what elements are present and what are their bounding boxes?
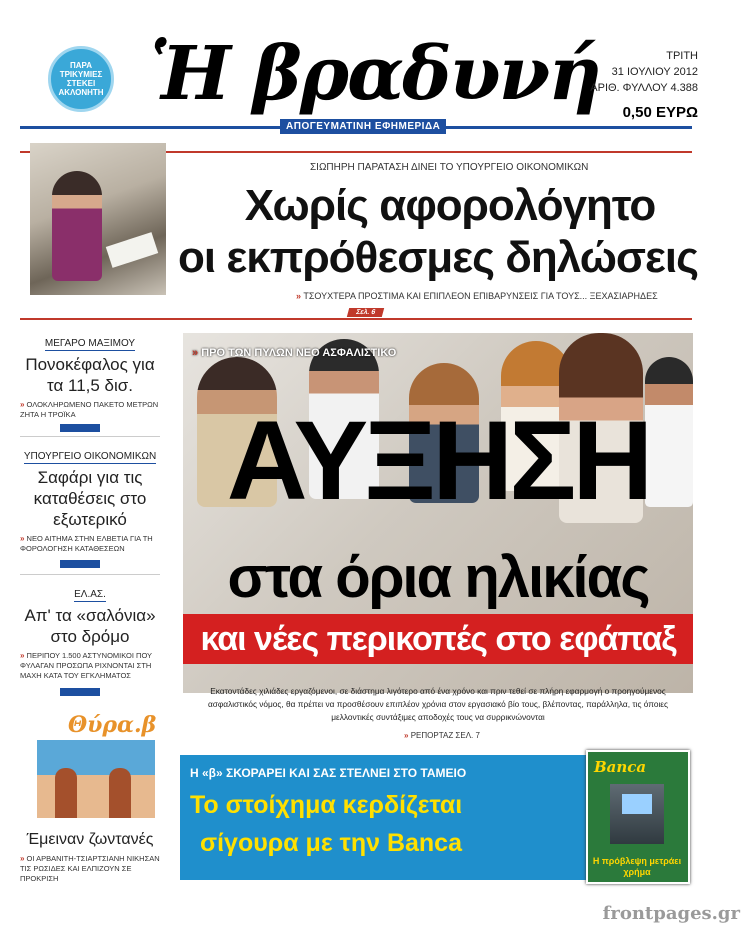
divider [20, 436, 160, 437]
divider [20, 574, 160, 575]
chevron-icon: » [404, 731, 409, 740]
banca-card-footer: Η πρόβλεψη μετράει χρήμα [592, 856, 682, 877]
thyra-photo[interactable] [37, 740, 155, 818]
main-story-red-bar[interactable]: και νέες περικοπές στο εφάπαξ [183, 614, 693, 664]
page-ref-tag [60, 688, 100, 696]
thyra-summary-text: ΟΙ ΑΡΒΑΝΙΤΗ-ΤΣΙΑΡΤΣΙΑΝΗ ΝΙΚΗΣΑΝ ΤΙΣ ΡΩΣΙΔΕΣ ΚΑΙ ΕΛΠΙΖΟΥΝ ΣΕ ΠΡΟΚΡΙΣΗ [20, 854, 160, 883]
left-story-headline[interactable]: Σαφάρι για τις καταθέσεις στο εξωτερικό [33, 468, 147, 529]
athlete-figure [109, 768, 131, 818]
banner-kicker: Η «β» ΣΚΟΡΑΡΕΙ ΚΑΙ ΣΑΣ ΣΤΕΛΝΕΙ ΣΤΟ ΤΑΜΕΙΟ [190, 766, 467, 780]
top-story-headline-1[interactable]: Χωρίς αφορολόγητο [244, 181, 656, 230]
main-story-kicker-text: ΠΡΟ ΤΩΝ ΠΥΛΩΝ ΝΕΟ ΑΣΦΑΛΙΣΤΙΚΟ [201, 347, 397, 359]
seal-text: ΠΑΡΑ ΤΡΙΚΥΜΙΕΣ ΣΤΕΚΕΙ ΑΚΛΟΝΗΤΗ [58, 61, 104, 97]
left-story-summary-text: ΟΛΟΚΛΗΡΩΜΕΝΟ ΠΑΚΕΤΟ ΜΕΤΡΩΝ ΖΗΤΑ Η ΤΡΟΪΚΑ [20, 400, 159, 419]
main-story-body: Εκατοντάδες χιλιάδες εργαζόμενοι, σε διάστημα λιγότερο από ένα χρόνο και πριν τεθεί σε πλήρη εφαρμογή ο προηγούμενος ασφαλιστικός νόμος, θα πρέπει να προσθέσουν επιπλέον χρόνια στον εργασιακό βίο τους, βλέποντας, παράλληλα, τις όποιες μελλοντικές συντάξιμες αποδοχές τους να συρρικνώνονται [207, 686, 669, 722]
left-story-summary [20, 651, 160, 681]
left-story-summary [20, 534, 160, 554]
chevron-icon: » [20, 854, 25, 863]
banca-card[interactable] [586, 750, 690, 884]
top-story-page-ref: Σελ. 6 [347, 308, 385, 317]
banca-card-title: Banca [594, 758, 647, 776]
newspaper-logo[interactable]: Ἡ βραδυνή [150, 31, 600, 117]
chevron-icon: » [20, 534, 25, 543]
main-story-headline-2[interactable]: στα όρια ηλικίας [227, 545, 649, 610]
top-story-subline [296, 291, 658, 301]
left-story-summary [20, 400, 160, 420]
top-story-headline-2[interactable]: οι εκπρόθεσμες δηλώσεις [178, 233, 698, 282]
thyra-headline[interactable]: Έμειναν ζωντανές [26, 831, 154, 848]
left-story-headline[interactable]: Πονοκέφαλος για τα 11,5 δισ. [25, 355, 155, 395]
left-story-kicker: ΜΕΓΑΡΟ ΜΑΞΙΜΟΥ [44, 338, 136, 349]
main-story-kicker [192, 347, 396, 359]
issue-number: ΑΡΙΘ. ΦΥΛΛΟΥ 4.388 [590, 82, 698, 94]
newspaper-subtitle: ΑΠΟΓΕΥΜΑΤΙΝΗ ΕΦΗΜΕΡΙΔΑ [280, 119, 446, 134]
main-story-headline[interactable]: ΑΥΞΗΣΗ [226, 398, 650, 523]
page-ref-tag [60, 560, 100, 568]
top-story-kicker: ΣΙΩΠΗΡΗ ΠΑΡΑΤΑΣΗ ΔΙΝΕΙ ΤΟ ΥΠΟΥΡΓΕΙΟ ΟΙΚΟΝΟΜΙΚΩΝ [310, 162, 589, 173]
left-story-2[interactable] [20, 446, 160, 554]
page-ref-tag [60, 424, 100, 432]
chevron-icon: » [20, 400, 25, 409]
chevron-icon: » [296, 291, 302, 301]
chevron-icon: » [192, 347, 199, 359]
main-story-report [404, 731, 480, 740]
thyra-logo[interactable]: Θύρα.β [68, 712, 157, 738]
athlete-figure [55, 768, 77, 818]
banner-line-2[interactable]: σίγουρα με την Banca [200, 829, 462, 857]
watermark: frontpages.gr [602, 903, 740, 924]
left-story-1[interactable] [20, 333, 160, 420]
chevron-icon: » [20, 651, 25, 660]
left-story-summary-text: ΠΕΡΙΠΟΥ 1.500 ΑΣΤΥΝΟΜΙΚΟΙ ΠΟΥ ΦΥΛΑΓΑΝ ΠΡΟΣΩΠΑ ΡΙΧΝΟΝΤΑΙ ΣΤΗ ΜΑΧΗ ΚΑΤΑ ΤΟΥ ΕΓΚΛΗΜΑΤΟΣ [20, 651, 152, 680]
left-story-summary-text: ΝΕΟ ΑΙΤΗΜΑ ΣΤΗΝ ΕΛΒΕΤΙΑ ΓΙΑ ΤΗ ΦΟΡΟΛΟΓΗΣΗ ΚΑΤΑΘΕΣΕΩΝ [20, 534, 153, 553]
left-story-kicker: ΥΠΟΥΡΓΕΙΟ ΟΙΚΟΝΟΜΙΚΩΝ [23, 451, 157, 462]
main-story-report-text: ΡΕΠΟΡΤΑΖ ΣΕΛ. 7 [410, 731, 480, 740]
left-story-headline[interactable]: Απ' τα «σαλόνια» στο δρόμο [24, 606, 156, 646]
section-rule [20, 318, 692, 320]
issue-day: ΤΡΙΤΗ [666, 50, 698, 62]
left-story-kicker: ΕΛ.ΑΣ. [74, 589, 106, 600]
newspaper-seal [48, 46, 114, 112]
thyra-summary [20, 854, 160, 884]
top-story-subline-text: ΤΣΟΥΧΤΕΡΑ ΠΡΟΣΤΙΜΑ ΚΑΙ ΕΠΙΠΛΕΟΝ ΕΠΙΒΑΡΥΝΣΕΙΣ ΓΙΑ ΤΟΥΣ... ΞΕΧΑΣΙΑΡΗΔΕΣ [303, 291, 658, 301]
atm-icon [610, 784, 664, 844]
price: 0,50 ΕΥΡΩ [622, 104, 698, 121]
issue-date: 31 ΙΟΥΛΙΟΥ 2012 [611, 66, 698, 78]
left-story-3[interactable] [20, 584, 160, 681]
top-story-photo[interactable] [30, 143, 166, 295]
thyra-story[interactable] [20, 826, 160, 884]
banner-line-1[interactable]: Το στοίχημα κερδίζεται [190, 791, 463, 819]
